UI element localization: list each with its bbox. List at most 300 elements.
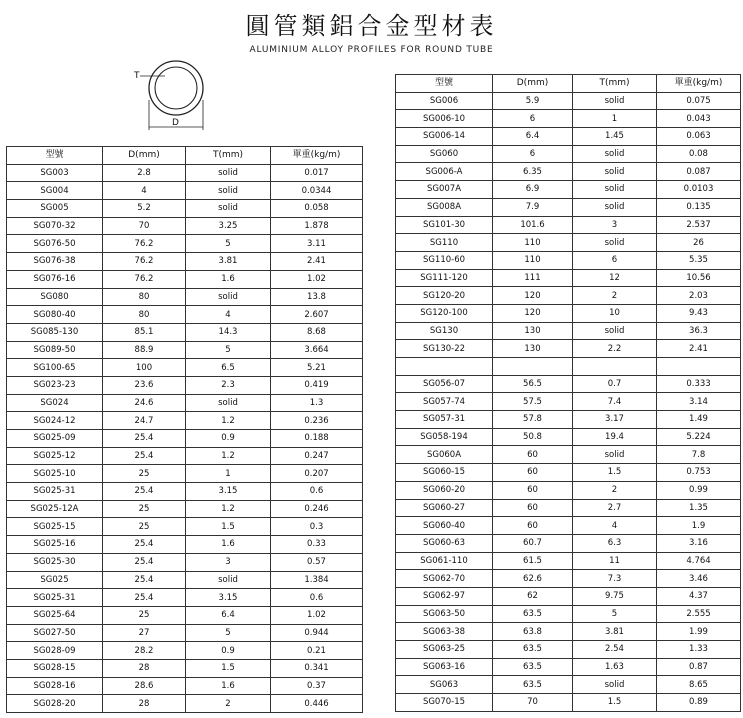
cell-model: SG070-15 [396, 694, 493, 712]
cell-model: SG025-12A [7, 500, 103, 518]
cell-thickness: 1.5 [573, 694, 657, 712]
cell-unit-weight: 3.46 [657, 570, 741, 588]
cell-unit-weight: 2.03 [657, 287, 741, 305]
cell-diameter: 76.2 [103, 270, 186, 288]
cell-unit-weight: 1.99 [657, 623, 741, 641]
cell-thickness: 1 [573, 110, 657, 128]
cell-unit-weight: 1.3 [271, 394, 363, 412]
cell-unit-weight: 8.65 [657, 676, 741, 694]
cell-model: SG058-194 [396, 428, 493, 446]
cell-diameter: 5.2 [103, 200, 186, 218]
cell-model: SG025-15 [7, 518, 103, 536]
cell-diameter: 25.4 [103, 536, 186, 554]
cell-model: SG130 [396, 322, 493, 340]
table-row [396, 216, 741, 234]
table-header-row [7, 147, 363, 165]
table-row [396, 198, 741, 216]
cell-unit-weight: 0.043 [657, 110, 741, 128]
table-row [7, 430, 363, 448]
table-row [396, 641, 741, 659]
cell-unit-weight: 5.35 [657, 251, 741, 269]
table-row [7, 677, 363, 695]
cell-model: SG060-40 [396, 517, 493, 535]
table-row [396, 234, 741, 252]
table-row [396, 181, 741, 199]
cell-thickness: 1.6 [186, 677, 271, 695]
table-row [396, 534, 741, 552]
cell-unit-weight: 0.0103 [657, 181, 741, 199]
table-row [396, 358, 741, 376]
cell-unit-weight: 3.16 [657, 534, 741, 552]
cell-diameter: 80 [103, 306, 186, 324]
table-row [7, 659, 363, 677]
cell-diameter: 60 [493, 446, 573, 464]
cell-model: SG060-27 [396, 499, 493, 517]
cell-diameter: 57.8 [493, 411, 573, 429]
cell-thickness: 10 [573, 304, 657, 322]
cell-model: SG110-60 [396, 251, 493, 269]
cell-diameter: 130 [493, 322, 573, 340]
cell-unit-weight: 0.341 [271, 659, 363, 677]
cell-diameter: 60.7 [493, 534, 573, 552]
cell-diameter: 111 [493, 269, 573, 287]
cell-model: SG024-12 [7, 412, 103, 430]
cell-diameter: 6.9 [493, 181, 573, 199]
cell-unit-weight: 0.188 [271, 430, 363, 448]
cell-diameter: 25 [103, 500, 186, 518]
cell-diameter: 63.5 [493, 676, 573, 694]
table-row [396, 570, 741, 588]
cell-diameter: 57.5 [493, 393, 573, 411]
column-header-thickness: T(mm) [573, 75, 657, 93]
cell-model [396, 358, 493, 376]
cell-thickness: 1.6 [186, 536, 271, 554]
cell-diameter: 6 [493, 110, 573, 128]
cell-diameter: 76.2 [103, 235, 186, 253]
cell-unit-weight: 13.8 [271, 288, 363, 306]
cell-model: SG063-50 [396, 605, 493, 623]
cell-diameter: 60 [493, 499, 573, 517]
cell-thickness: 1.5 [573, 464, 657, 482]
table-row [7, 536, 363, 554]
cell-diameter: 25.4 [103, 571, 186, 589]
cell-model: SG060-20 [396, 481, 493, 499]
cell-model: SG006-14 [396, 128, 493, 146]
table-row [396, 128, 741, 146]
cell-diameter: 101.6 [493, 216, 573, 234]
cell-thickness: 0.9 [186, 642, 271, 660]
cell-unit-weight: 0.3 [271, 518, 363, 536]
table-row [396, 552, 741, 570]
table-row [396, 251, 741, 269]
cell-model: SG025-12 [7, 447, 103, 465]
cell-thickness: solid [186, 288, 271, 306]
column-header-diameter: D(mm) [103, 147, 186, 165]
cell-thickness: 1 [186, 465, 271, 483]
cell-thickness: 5 [186, 341, 271, 359]
table-row [7, 235, 363, 253]
cell-diameter: 63.5 [493, 641, 573, 659]
cell-model: SG080 [7, 288, 103, 306]
cell-unit-weight: 4.764 [657, 552, 741, 570]
column-header-model: 型號 [396, 75, 493, 93]
cell-thickness: solid [573, 446, 657, 464]
column-header-unit-weight: 單重(kg/m) [657, 75, 741, 93]
cell-diameter: 25 [103, 606, 186, 624]
table-row [396, 587, 741, 605]
cell-unit-weight: 0.33 [271, 536, 363, 554]
cell-thickness: 3 [186, 553, 271, 571]
cell-model: SG089-50 [7, 341, 103, 359]
cell-unit-weight: 0.6 [271, 589, 363, 607]
table-row [7, 606, 363, 624]
cell-unit-weight: 1.384 [271, 571, 363, 589]
cell-thickness: 9.75 [573, 587, 657, 605]
cell-model: SG028-16 [7, 677, 103, 695]
cell-diameter: 85.1 [103, 323, 186, 341]
cell-diameter: 88.9 [103, 341, 186, 359]
table-row [7, 376, 363, 394]
table-row [396, 304, 741, 322]
cell-model: SG025-31 [7, 589, 103, 607]
cell-unit-weight: 0.99 [657, 481, 741, 499]
cell-diameter: 62.6 [493, 570, 573, 588]
cell-model: SG025 [7, 571, 103, 589]
cell-thickness: 1.5 [186, 659, 271, 677]
cell-model: SG130-22 [396, 340, 493, 358]
cell-unit-weight: 0.075 [657, 92, 741, 110]
table-row [396, 145, 741, 163]
cell-unit-weight: 5.224 [657, 428, 741, 446]
cell-thickness: 5 [573, 605, 657, 623]
table-row [396, 428, 741, 446]
cell-thickness: solid [573, 181, 657, 199]
table-row [396, 464, 741, 482]
cell-thickness: 3.25 [186, 217, 271, 235]
table-row [396, 658, 741, 676]
spec-table-left [6, 146, 363, 713]
cell-model: SG062-97 [396, 587, 493, 605]
table-row [396, 481, 741, 499]
cell-model: SG085-130 [7, 323, 103, 341]
cell-unit-weight: 4.37 [657, 587, 741, 605]
cell-unit-weight: 0.207 [271, 465, 363, 483]
table-row [396, 623, 741, 641]
cell-model: SG025-30 [7, 553, 103, 571]
cell-diameter: 70 [103, 217, 186, 235]
cell-model: SG056-07 [396, 375, 493, 393]
table-row [396, 269, 741, 287]
table-row [7, 465, 363, 483]
table-row [7, 217, 363, 235]
cell-unit-weight: 3.11 [271, 235, 363, 253]
cell-unit-weight: 36.3 [657, 322, 741, 340]
cell-diameter: 63.5 [493, 605, 573, 623]
cell-model: SG100-65 [7, 359, 103, 377]
cell-model: SG080-40 [7, 306, 103, 324]
table-row [7, 447, 363, 465]
table-row [7, 483, 363, 501]
cell-unit-weight: 0.753 [657, 464, 741, 482]
table-row [7, 200, 363, 218]
cell-diameter: 62 [493, 587, 573, 605]
cell-model: SG007A [396, 181, 493, 199]
cell-unit-weight: 0.087 [657, 163, 741, 181]
table-row [7, 253, 363, 271]
cell-thickness: solid [573, 676, 657, 694]
cell-model: SG111-120 [396, 269, 493, 287]
cell-diameter: 6 [493, 145, 573, 163]
cell-thickness: 3.15 [186, 483, 271, 501]
cell-diameter: 63.5 [493, 658, 573, 676]
table-row [7, 553, 363, 571]
cell-diameter: 2.8 [103, 164, 186, 182]
cell-unit-weight: 2.607 [271, 306, 363, 324]
cell-model: SG023-23 [7, 376, 103, 394]
table-row [396, 375, 741, 393]
cell-thickness: 1.6 [186, 270, 271, 288]
cell-thickness: 1.2 [186, 412, 271, 430]
cell-unit-weight: 1.9 [657, 517, 741, 535]
cell-unit-weight: 0.87 [657, 658, 741, 676]
cell-thickness: 7.3 [573, 570, 657, 588]
cell-thickness: 2.7 [573, 499, 657, 517]
cell-unit-weight: 0.017 [271, 164, 363, 182]
cell-model: SG008A [396, 198, 493, 216]
cell-diameter: 61.5 [493, 552, 573, 570]
cell-model: SG028-09 [7, 642, 103, 660]
cell-thickness: 2 [573, 287, 657, 305]
cell-model: SG028-15 [7, 659, 103, 677]
cell-model: SG006 [396, 92, 493, 110]
cell-diameter: 6.35 [493, 163, 573, 181]
cell-thickness: 3.81 [186, 253, 271, 271]
cell-diameter: 130 [493, 340, 573, 358]
cell-model: SG024 [7, 394, 103, 412]
cell-thickness: 6.5 [186, 359, 271, 377]
table-row [396, 163, 741, 181]
cell-model: SG063-38 [396, 623, 493, 641]
cell-model: SG028-20 [7, 695, 103, 713]
cell-thickness: 6.4 [186, 606, 271, 624]
tube-outer-circle [149, 61, 203, 115]
cell-unit-weight: 0.08 [657, 145, 741, 163]
cell-model: SG060A [396, 446, 493, 464]
cell-thickness: solid [573, 163, 657, 181]
cell-model: SG063 [396, 676, 493, 694]
cell-thickness: 3 [573, 216, 657, 234]
cell-model: SG060 [396, 145, 493, 163]
table-row [7, 323, 363, 341]
table-row [7, 270, 363, 288]
cell-model: SG101-30 [396, 216, 493, 234]
table-row [7, 518, 363, 536]
cell-diameter: 6.4 [493, 128, 573, 146]
cell-thickness: 11 [573, 552, 657, 570]
cell-diameter: 28 [103, 659, 186, 677]
table-row [396, 411, 741, 429]
cell-thickness: 7.4 [573, 393, 657, 411]
cell-thickness: 2.54 [573, 641, 657, 659]
cell-diameter: 25.4 [103, 430, 186, 448]
cell-unit-weight: 1.35 [657, 499, 741, 517]
cell-thickness: 3.15 [186, 589, 271, 607]
cell-thickness: 3.81 [573, 623, 657, 641]
cell-unit-weight: 0.063 [657, 128, 741, 146]
cell-thickness: 6.3 [573, 534, 657, 552]
cell-diameter: 50.8 [493, 428, 573, 446]
cell-model: SG060-15 [396, 464, 493, 482]
cell-unit-weight: 5.21 [271, 359, 363, 377]
cell-unit-weight: 2.537 [657, 216, 741, 234]
cell-unit-weight: 0.944 [271, 624, 363, 642]
cell-thickness: 1.45 [573, 128, 657, 146]
cell-unit-weight: 0.89 [657, 694, 741, 712]
cell-unit-weight: 0.0344 [271, 182, 363, 200]
cell-thickness: 1.5 [186, 518, 271, 536]
cell-model: SG004 [7, 182, 103, 200]
cell-model: SG110 [396, 234, 493, 252]
cell-thickness: solid [573, 234, 657, 252]
cell-unit-weight: 2.555 [657, 605, 741, 623]
table-row [396, 694, 741, 712]
cell-model: SG063-25 [396, 641, 493, 659]
table-header-row [396, 75, 741, 93]
table-row [7, 500, 363, 518]
cell-unit-weight: 0.333 [657, 375, 741, 393]
column-header-unit-weight: 單重(kg/m) [271, 147, 363, 165]
cell-unit-weight: 0.6 [271, 483, 363, 501]
cell-thickness: solid [573, 322, 657, 340]
cell-model: SG057-31 [396, 411, 493, 429]
cell-diameter: 110 [493, 251, 573, 269]
cell-unit-weight: 0.21 [271, 642, 363, 660]
column-header-thickness: T(mm) [186, 147, 271, 165]
cell-model: SG025-10 [7, 465, 103, 483]
cell-model: SG025-09 [7, 430, 103, 448]
table-row [396, 393, 741, 411]
cell-unit-weight: 0.446 [271, 695, 363, 713]
table-row [7, 642, 363, 660]
cell-thickness: solid [186, 394, 271, 412]
cell-thickness: solid [186, 571, 271, 589]
cell-unit-weight [657, 358, 741, 376]
cell-unit-weight: 3.14 [657, 393, 741, 411]
cell-diameter: 25 [103, 465, 186, 483]
cell-unit-weight: 0.236 [271, 412, 363, 430]
cell-thickness: 2 [186, 695, 271, 713]
table-row [396, 446, 741, 464]
table-row [396, 676, 741, 694]
table-row [7, 359, 363, 377]
thickness-label: T [134, 71, 140, 81]
cell-model: SG057-74 [396, 393, 493, 411]
table-row [7, 412, 363, 430]
cell-diameter: 100 [103, 359, 186, 377]
cell-thickness: solid [186, 182, 271, 200]
cell-unit-weight: 10.56 [657, 269, 741, 287]
cell-thickness: 1.2 [186, 447, 271, 465]
cell-diameter: 27 [103, 624, 186, 642]
table-row [7, 288, 363, 306]
cell-unit-weight: 0.247 [271, 447, 363, 465]
table-row [396, 517, 741, 535]
cell-unit-weight: 1.02 [271, 270, 363, 288]
cell-diameter: 76.2 [103, 253, 186, 271]
tube-inner-circle [155, 67, 197, 109]
cell-diameter [493, 358, 573, 376]
cell-unit-weight: 0.246 [271, 500, 363, 518]
table-row [7, 341, 363, 359]
cell-diameter: 70 [493, 694, 573, 712]
cell-diameter: 80 [103, 288, 186, 306]
cell-unit-weight: 0.57 [271, 553, 363, 571]
cell-model: SG120-20 [396, 287, 493, 305]
cell-diameter: 7.9 [493, 198, 573, 216]
cell-unit-weight: 2.41 [271, 253, 363, 271]
cell-thickness: 14.3 [186, 323, 271, 341]
cell-unit-weight: 3.664 [271, 341, 363, 359]
cell-model: SG005 [7, 200, 103, 218]
page-title: 圓管類鋁合金型材表 [245, 12, 498, 40]
cell-thickness [573, 358, 657, 376]
cell-diameter: 110 [493, 234, 573, 252]
cell-diameter: 56.5 [493, 375, 573, 393]
cell-thickness: 5 [186, 624, 271, 642]
spec-table-right [395, 74, 741, 712]
column-header-model: 型號 [7, 147, 103, 165]
cell-model: SG076-50 [7, 235, 103, 253]
cell-thickness: 4 [186, 306, 271, 324]
cell-model: SG025-16 [7, 536, 103, 554]
cell-diameter: 60 [493, 517, 573, 535]
cell-model: SG062-70 [396, 570, 493, 588]
table-row [7, 624, 363, 642]
cell-diameter: 24.7 [103, 412, 186, 430]
cell-thickness: solid [573, 198, 657, 216]
cell-thickness: 0.7 [573, 375, 657, 393]
cell-diameter: 25.4 [103, 589, 186, 607]
table-row [396, 92, 741, 110]
cell-thickness: solid [573, 145, 657, 163]
cell-diameter: 28.2 [103, 642, 186, 660]
table-row [7, 571, 363, 589]
cell-model: SG063-16 [396, 658, 493, 676]
table-row [396, 340, 741, 358]
table-row [7, 306, 363, 324]
cell-diameter: 5.9 [493, 92, 573, 110]
cell-diameter: 63.8 [493, 623, 573, 641]
cell-unit-weight: 1.878 [271, 217, 363, 235]
cell-diameter: 28 [103, 695, 186, 713]
cell-model: SG120-100 [396, 304, 493, 322]
cell-unit-weight: 0.37 [271, 677, 363, 695]
cell-thickness: 1.2 [186, 500, 271, 518]
cell-diameter: 25.4 [103, 447, 186, 465]
table-row [396, 605, 741, 623]
cell-unit-weight: 1.49 [657, 411, 741, 429]
cell-unit-weight: 0.058 [271, 200, 363, 218]
cell-model: SG076-38 [7, 253, 103, 271]
table-row [7, 589, 363, 607]
diameter-label: D [172, 118, 179, 128]
cell-diameter: 24.6 [103, 394, 186, 412]
cell-thickness: 1.63 [573, 658, 657, 676]
cell-model: SG027-50 [7, 624, 103, 642]
table-row [396, 322, 741, 340]
cell-thickness: 4 [573, 517, 657, 535]
cell-diameter: 25.4 [103, 483, 186, 501]
